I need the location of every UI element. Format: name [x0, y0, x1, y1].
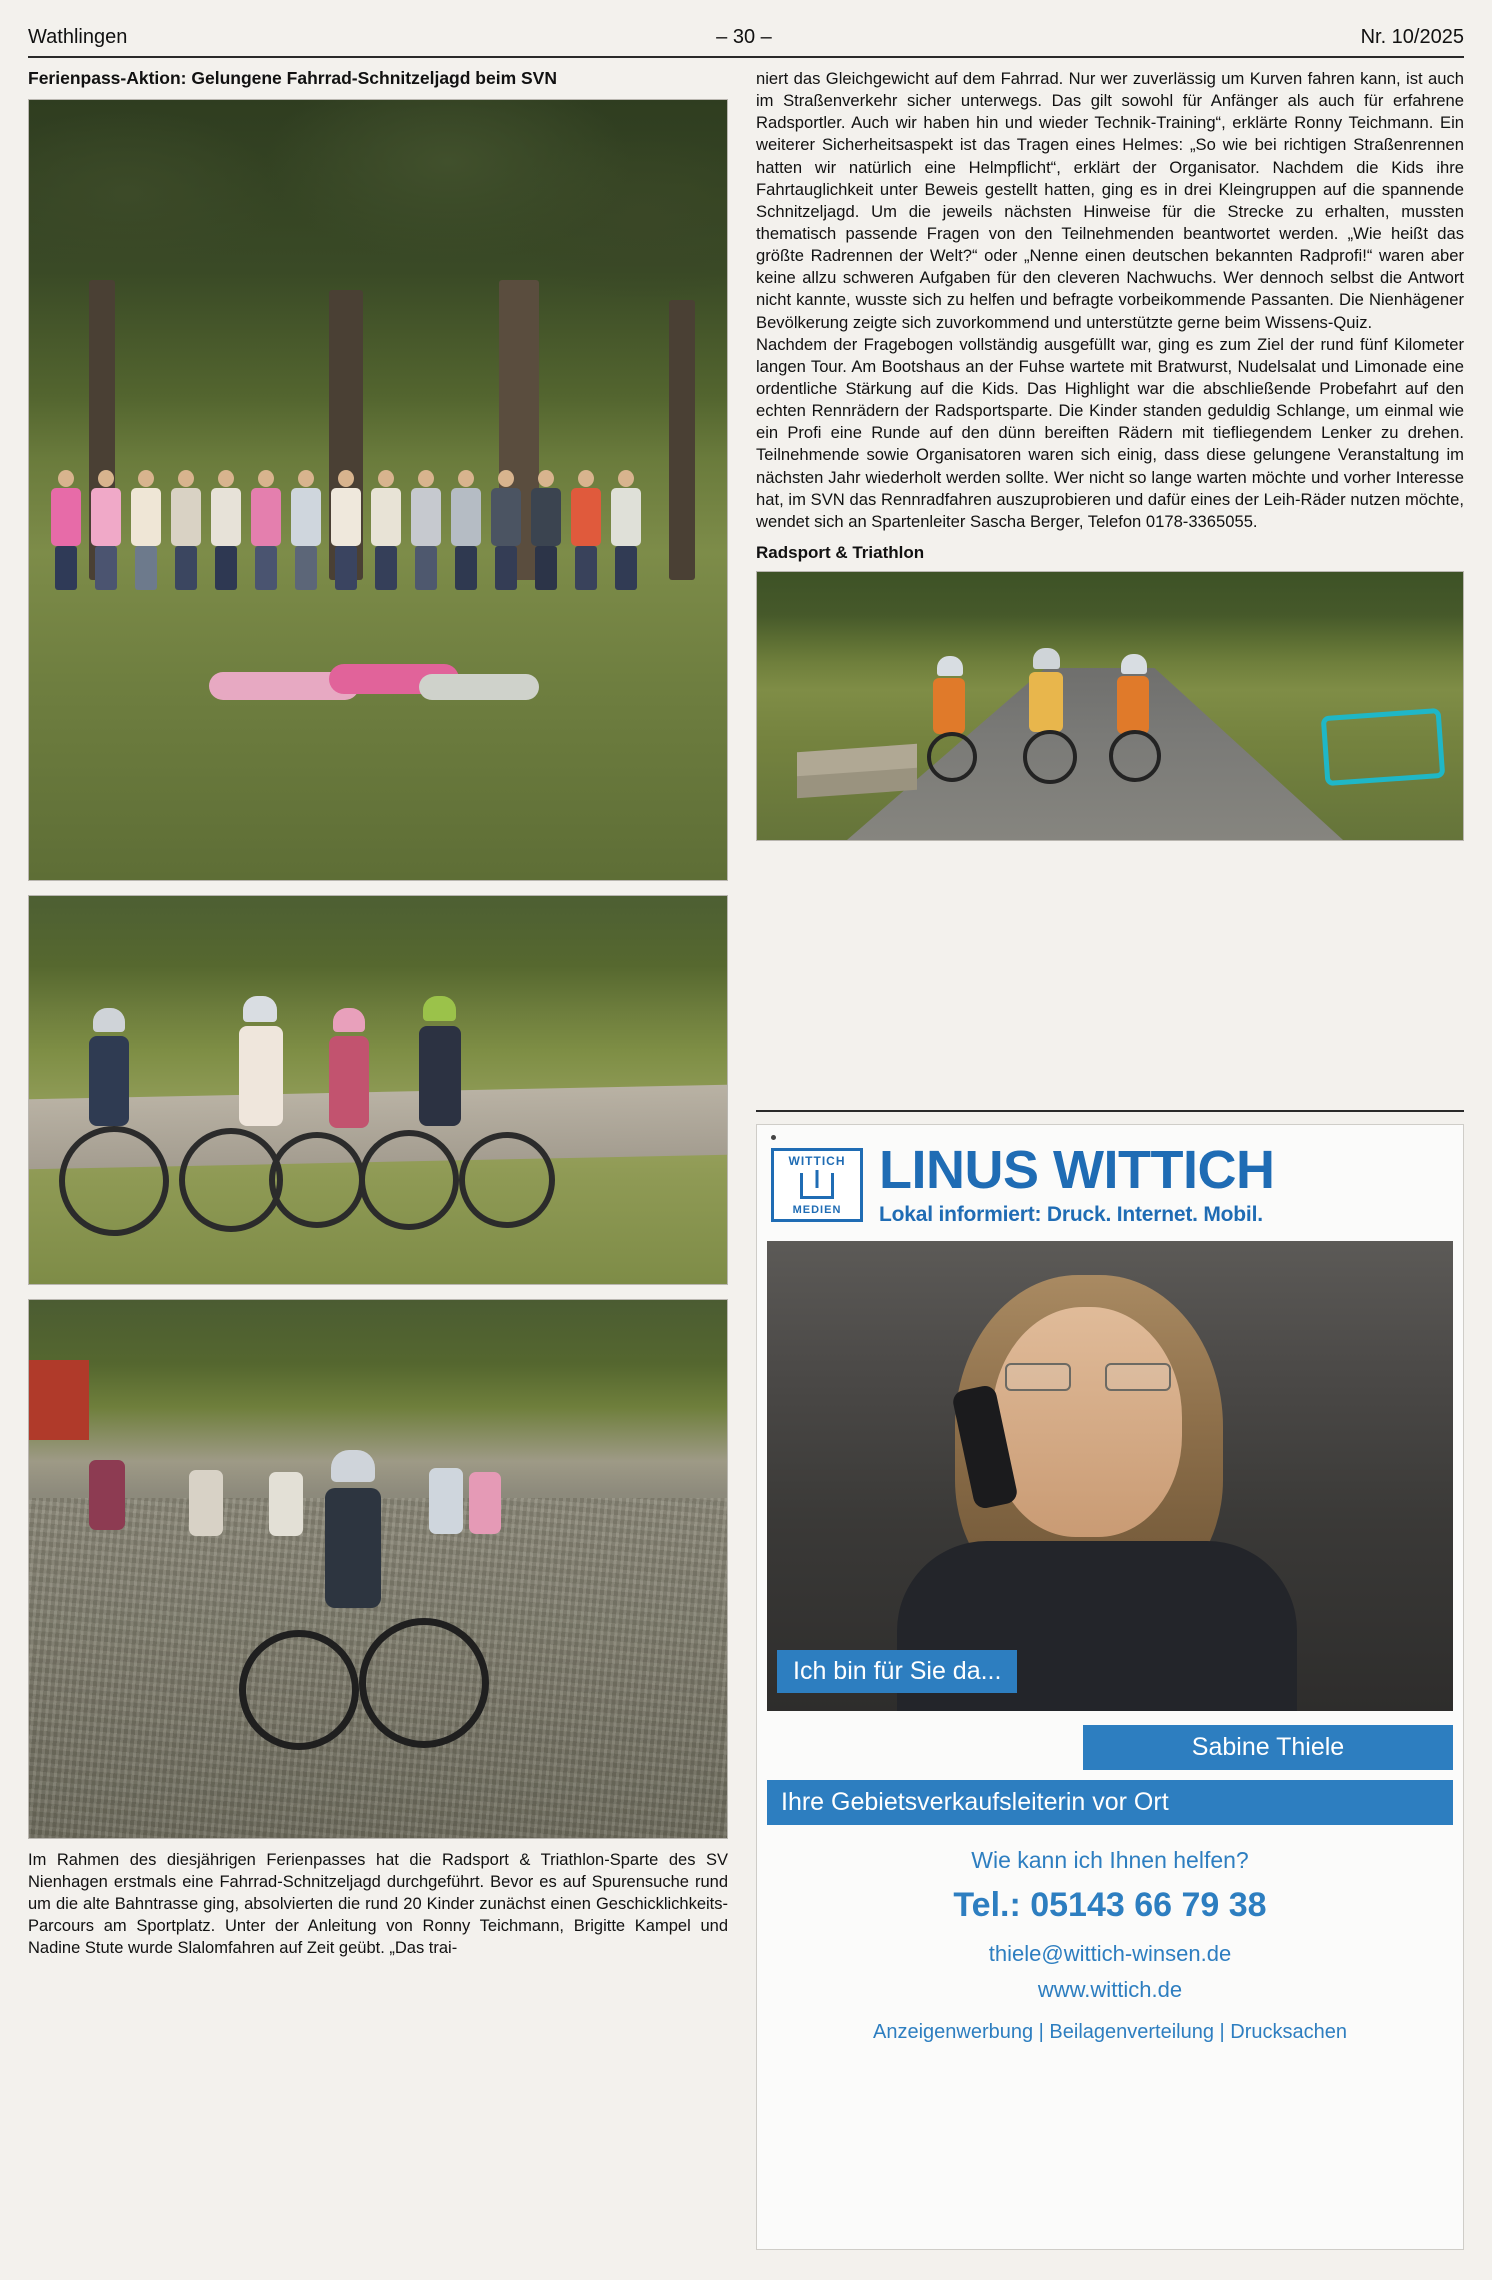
ad-logo-top-text: WITTICH [788, 1154, 846, 1168]
photo-group-children [28, 99, 728, 881]
article-paragraph-1: niert das Gleichgewicht auf dem Fahrrad. Nur wer zuverlässig um Kurven fahren kann, ist auch im Straßenverkehr sicher unterwegs. Das gilt sowohl für Anfänger als auch für erfahrene Radsportler. Auch wir haben hin und wieder Technik-Training“, erklärte Ronny Teichmann. Ein weiterer Sicherheitsaspekt ist das Tragen eines Helmes: „So wie bei richtigen Straßenrennen hatten wir natürlich eine Helmpflicht“, erklärt der Organisator. Nachdem die Kids ihre Fahrtauglichkeit unter Beweis gestellt hatten, ging es in drei Kleingruppen auf die spannende Schnitzeljagd. Um die jeweils nächsten Hinweise für die Strecke zu erhalten, mussten thematisch passende Fragen von den Teilnehmenden beantwortet werden. „Wie heißt das größte Radrennen der Welt?“ oder „Nenne einen deutschen bekannten Radprofi!“ waren aber keine allzu schweren Aufgaben für den cleveren Nachwuchs. Wer dennoch selbst die Antwort nicht kannte, wusste sich zu helfen und befragte vorbeikommende Passanten. Die Nienhägener Bevölkerung zeigte sich zuvorkommend und unterstützte gerne beim Wissens-Quiz. [756, 69, 1464, 332]
masthead-page-number: – 30 – [716, 26, 772, 48]
advertisement-linus-wittich[interactable] [756, 1124, 1464, 2250]
article-subheadline: Radsport & Triathlon [756, 542, 925, 562]
ad-header [757, 1125, 1463, 1235]
article-headline: Ferienpass-Aktion: Gelungene Fahrrad-Schnitzeljagd beim SVN [28, 68, 557, 88]
article-paragraph-2: Nachdem der Fragebogen vollständig ausgefüllt war, ging es zum Ziel der rund fünf Kilometer langen Tour. Am Bootshaus an der Fuhse wartete mit Bratwurst, Nudelsalat und Limonade eine ordentliche Stärkung auf die Kids. Das Highlight war die abschließende Probefahrt auf den echten Rennrädern der Radsportsparte. Die Kinder standen geduldig Schlange, um einmal wie ein Profi eine Runde auf den dünn bereiften Rädern mit tiefliegendem Lenker zu drehen. Teilnehmende sowie Organisatoren waren sich einig, dass diese gelungene Veranstaltung im nächsten Jahr wiederholt werden sollte. Wer nicht so lange warten möchte und vorher Interesse hat, im SVN das Rennradfahren auszuprobieren und dafür eines der Leih-Räder nutzen möchte, wendet sich an Spartenleiter Sascha Berger, Telefon 0178-3365055. [756, 334, 1464, 531]
asphalt-road [847, 668, 1343, 840]
ad-portrait-photo [767, 1241, 1453, 1711]
header-divider [28, 56, 1464, 58]
masthead [28, 26, 1464, 49]
wittich-logo-icon [771, 1148, 863, 1222]
ad-phone[interactable]: Tel.: 05143 66 79 38 [953, 1886, 1267, 1924]
ad-band-greeting: Ich bin für Sie da... [777, 1650, 1017, 1693]
ad-band-name: Sabine Thiele [1083, 1725, 1453, 1770]
ad-corner-dot [771, 1135, 776, 1140]
right-column [756, 68, 1464, 841]
photo-caption: Im Rahmen des diesjährigen Ferienpasses hat die Radsport & Triathlon-Sparte des SV Nienhagen erstmals eine Fahrrad-Schnitzeljagd durchgeführt. Bevor es auf Spurensuche rund um die alte Bahntrasse ging, absolvierten die rund 20 Kinder zunächst einen Geschicklichkeits-Parcours am Sportplatz. Unter der Anleitung von Ronny Teichmann, Brigitte Kampel und Nadine Stute wurde Slalomfahren auf Zeit geübt. „Das trai- [28, 1850, 728, 1958]
children-lying [209, 644, 529, 700]
ad-question: Wie kann ich Ihnen helfen? [971, 1847, 1249, 1873]
children-group [49, 400, 709, 590]
masthead-location: Wathlingen [28, 26, 128, 48]
ad-logo-bottom-text: MEDIEN [792, 1204, 842, 1216]
portrait-face [992, 1307, 1182, 1537]
photo-riders-on-path [756, 571, 1464, 841]
photo-boy-cycling [28, 1299, 728, 1839]
ad-website-link[interactable]: www.wittich.de [1037, 1977, 1183, 2002]
article-body [756, 68, 1464, 533]
ad-band-role: Ihre Gebietsverkaufsleiterin vor Ort [767, 1780, 1453, 1825]
left-column [28, 68, 742, 1959]
ad-services-footer: Anzeigenwerbung | Beilagenverteilung | Drucksachen [872, 2021, 1347, 2043]
logo-shape-icon [800, 1173, 834, 1199]
ad-title-block [879, 1140, 1275, 1227]
ad-text-block [757, 1711, 1463, 2044]
ad-divider [756, 1110, 1464, 1112]
ad-brand-title: LINUS WITTICH [879, 1140, 1275, 1200]
photo-kids-with-bikes [28, 895, 728, 1285]
ad-email-link[interactable]: thiele@wittich-winsen.de [988, 1941, 1232, 1966]
glasses-icon [1005, 1363, 1171, 1391]
masthead-issue: Nr. 10/2025 [1360, 26, 1464, 48]
ad-brand-subtitle: Lokal informiert: Druck. Internet. Mobil. [879, 1203, 1263, 1226]
